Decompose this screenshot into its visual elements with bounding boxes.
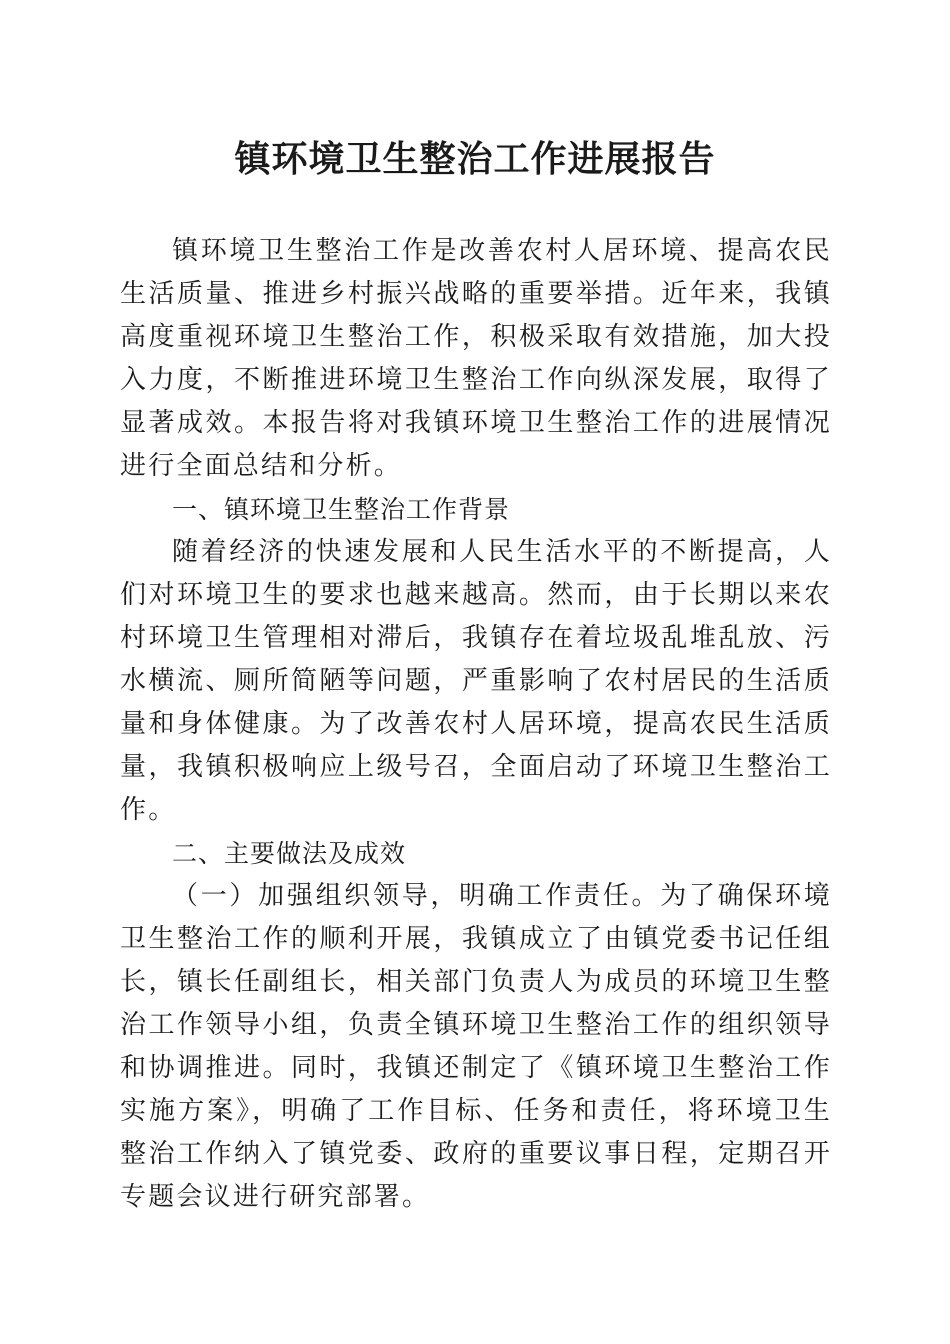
document-title: 镇环境卫生整治工作进展报告 <box>234 138 716 180</box>
section-heading-measures: 二、主要做法及成效 <box>172 839 407 868</box>
measures-paragraph-1: （一）加强组织领导，明确工作责任。为了确保环境卫生整治工作的顺利开展，我镇成立了由镇党委书记任组长，镇长任副组长，相关部门负责人为成员的环境卫生整治工作领导小组，负责全镇环境卫生整治工作的组织领导和协调推进。同时，我镇还制定了《镇环境卫生整治工作实施方案》，明确了工作目标、任务和责任，将环境卫生整治工作纳入了镇党委、政府的重要议事日程，定期召开专题会议进行研究部署。 <box>120 881 832 1212</box>
background-paragraph: 随着经济的快速发展和人民生活水平的不断提高，人们对环境卫生的要求也越来越高。然而，由于长期以来农村环境卫生管理相对滞后，我镇存在着垃圾乱堆乱放、污水横流、厕所简陋等问题，严重影响了农村居民的生活质量和身体健康。为了改善农村人居环境，提高农民生活质量，我镇积极响应上级号召，全面启动了环境卫生整治工作。 <box>120 537 832 825</box>
intro-paragraph: 镇环境卫生整治工作是改善农村人居环境、提高农民生活质量、推进乡村振兴战略的重要举措。近年来，我镇高度重视环境卫生整治工作，积极采取有效措施，加大投入力度，不断推进环境卫生整治工作向纵深发展，取得了显著成效。本报告将对我镇环境卫生整治工作的进展情况进行全面总结和分析。 <box>120 236 832 481</box>
document-body <box>120 230 832 1219</box>
section-heading-background: 一、镇环境卫生整治工作背景 <box>172 495 511 524</box>
